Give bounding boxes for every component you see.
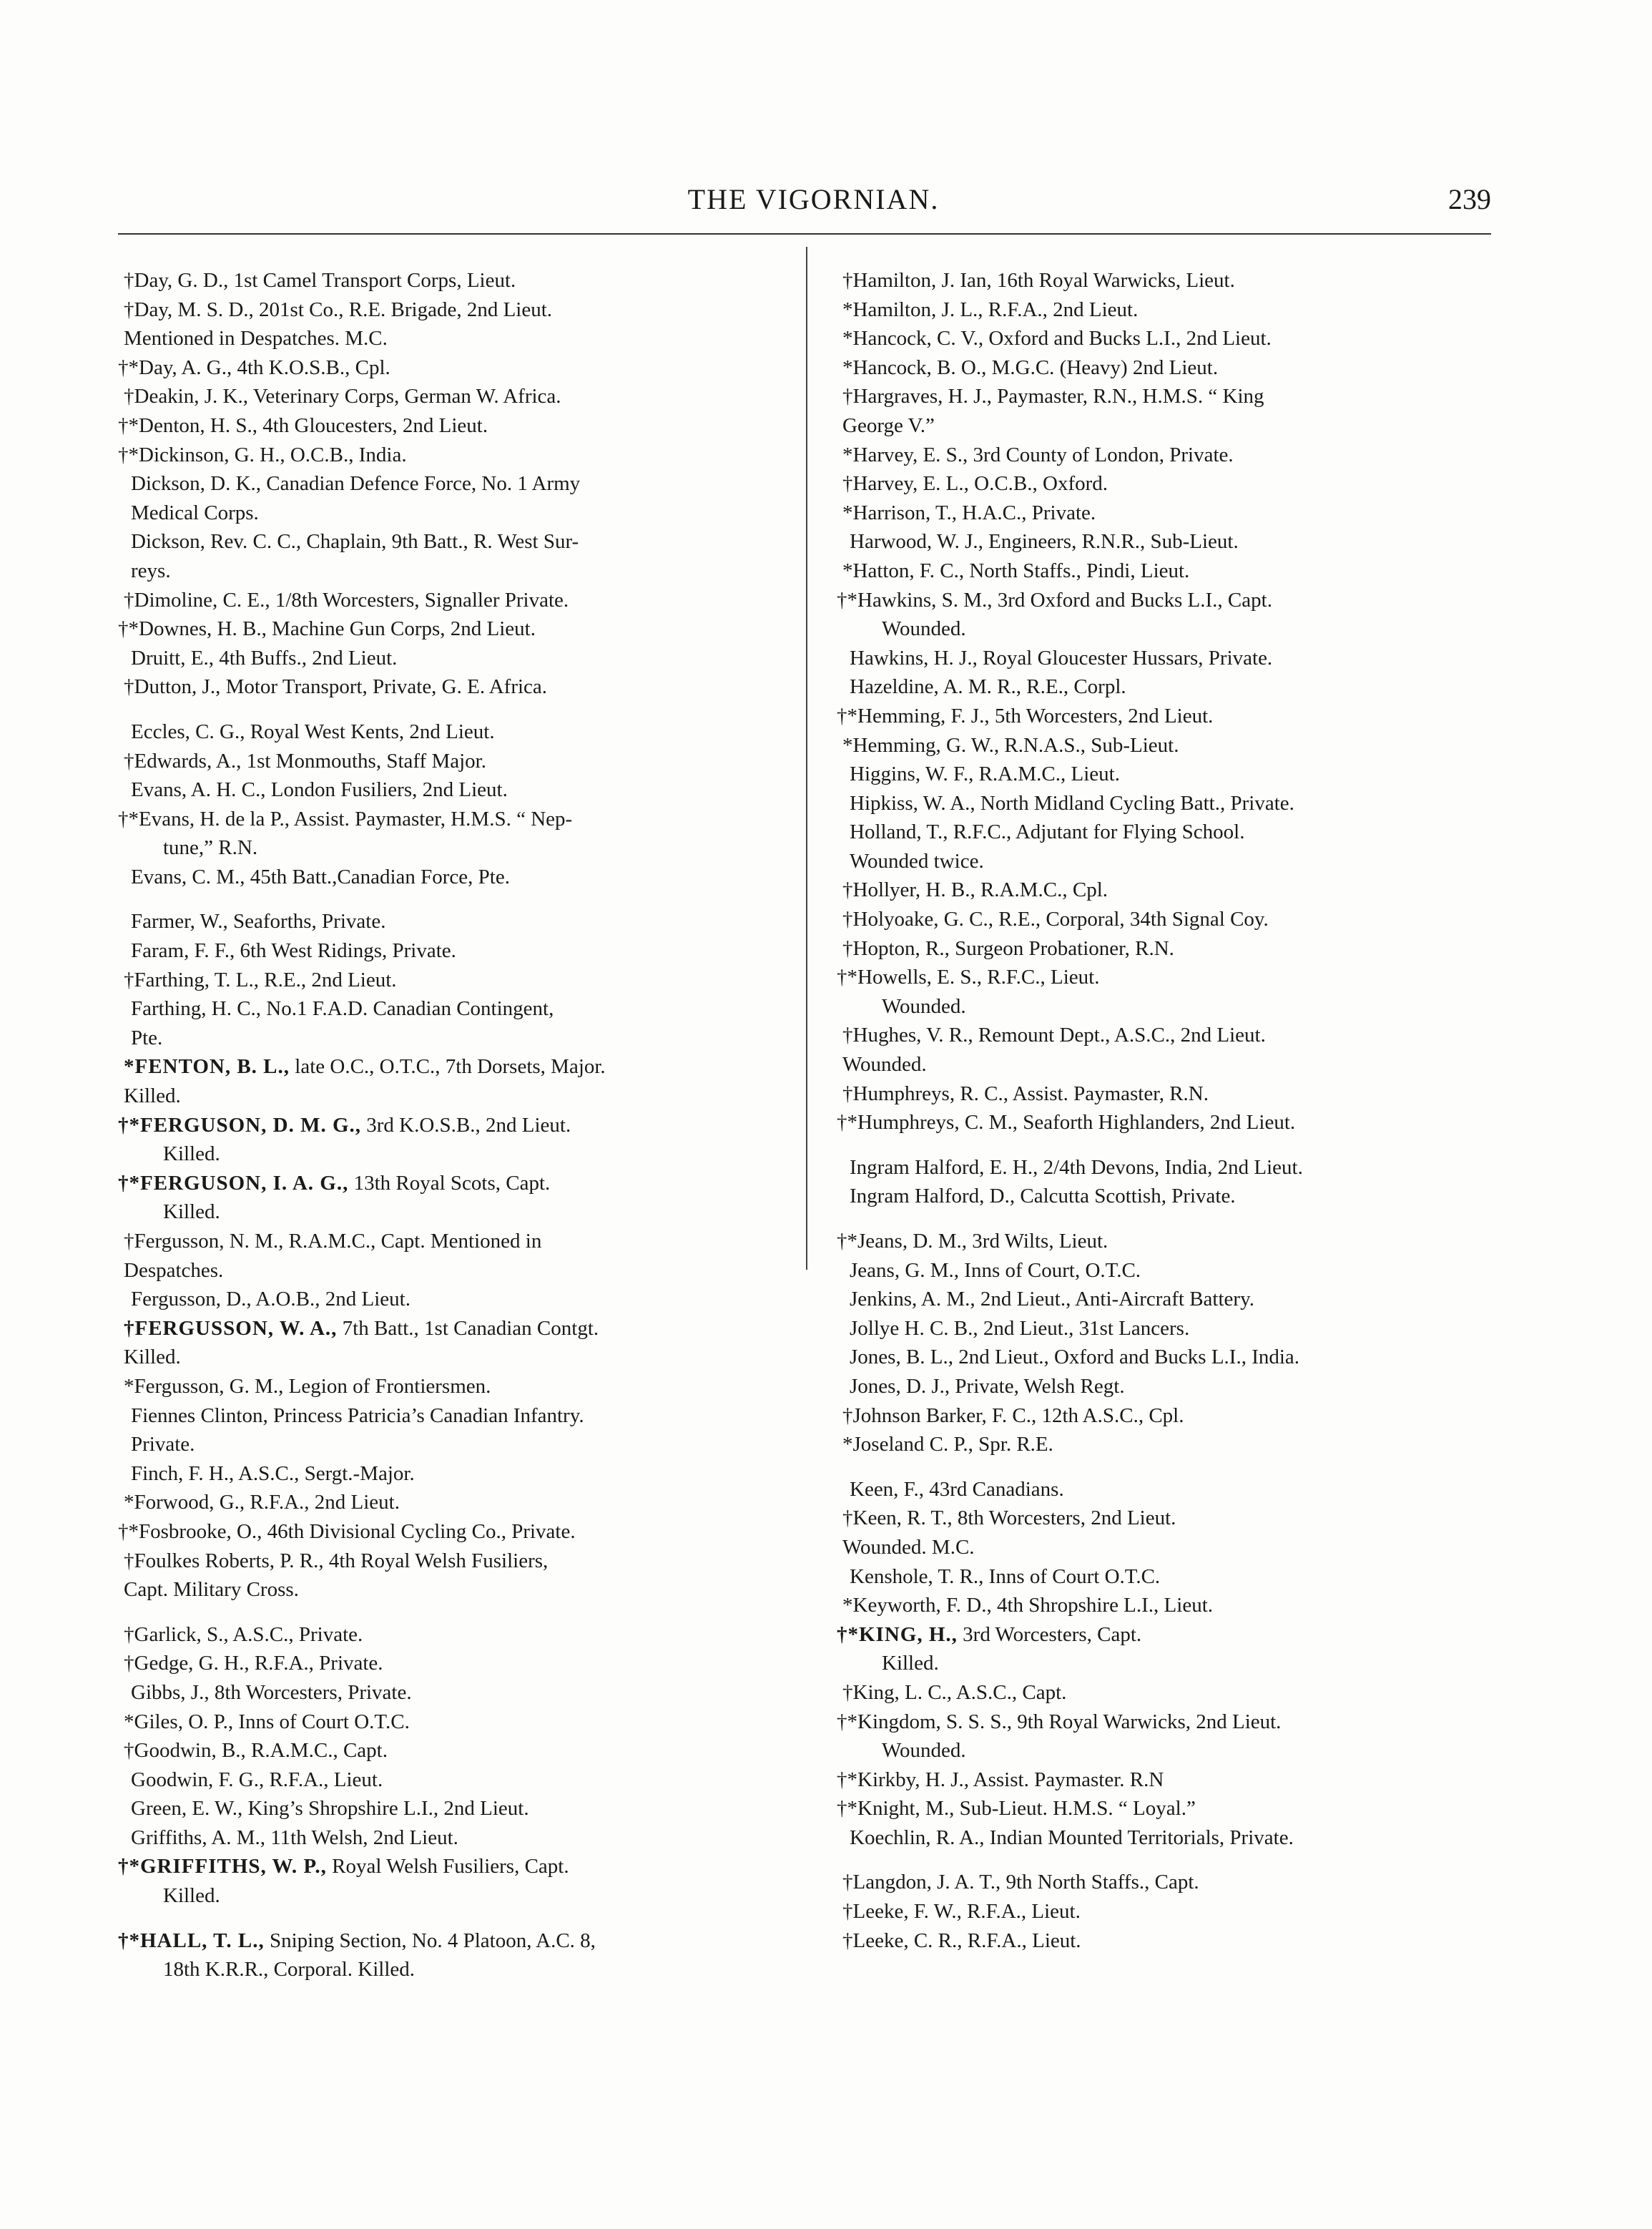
entry-continuation: Medical Corps. (131, 501, 259, 524)
roll-entry (837, 1314, 1495, 1343)
entry-line: Goodwin, F. G., R.F.A., Lieut. (131, 1768, 383, 1791)
entry-line: *Keyworth, F. D., 4th Shropshire L.I., Lieut. (842, 1594, 1214, 1617)
roll-entry (837, 1401, 1495, 1431)
roll-entry (837, 469, 1495, 499)
roll-entry (118, 1678, 776, 1708)
roll-entry (118, 1169, 776, 1227)
roll-entry (118, 936, 776, 966)
entry-line: †Leeke, F. W., R.F.A., Lieut. (842, 1900, 1081, 1924)
entry-continuation: Killed. (882, 1652, 939, 1675)
roll-entry (118, 805, 776, 863)
entry-line: Eccles, C. G., Royal West Kents, 2nd Lieut. (131, 720, 495, 743)
roll-entry (837, 818, 1495, 876)
entry-line: †Keen, R. T., 8th Worcesters, 2nd Lieut. (842, 1507, 1176, 1530)
roll-entry (118, 527, 776, 585)
roll-entry (837, 1926, 1495, 1956)
entry-line: †Dimoline, C. E., 1/8th Worcesters, Signaller Private. (124, 588, 569, 612)
entry-line: †Foulkes Roberts, P. R., 4th Royal Welsh Fusiliers, (124, 1549, 549, 1572)
roll-entry (118, 966, 776, 995)
entry-line: †*Hawkins, S. M., 3rd Oxford and Bucks L.I., Capt. (837, 588, 1272, 612)
entry-continuation: Capt. Military Cross. (124, 1578, 299, 1602)
roll-entry (118, 1285, 776, 1314)
entry-line: Higgins, W. F., R.A.M.C., Lieut. (850, 763, 1120, 786)
roll-entry (118, 411, 776, 441)
entry-line: †Deakin, J. K., Veterinary Corps, German W. Africa. (124, 385, 561, 408)
roll-entry (837, 905, 1495, 934)
roll-entry (118, 295, 776, 353)
entry-line: *FENTON, B. L., late O.C., O.T.C., 7th Dorsets, Major. (124, 1055, 606, 1079)
roll-entry (837, 1182, 1495, 1211)
roll-entry (837, 1256, 1495, 1285)
roll-entry (118, 1052, 776, 1110)
entry-line: Evans, C. M., 45th Batt.,Canadian Force, Pte. (131, 865, 510, 888)
section-gap (837, 1459, 1495, 1475)
entry-line: *Hamilton, J. L., R.F.A., 2nd Lieut. (842, 298, 1139, 321)
roll-entry (837, 731, 1495, 760)
entry-name-bold: †*KING, H., (837, 1622, 958, 1646)
roll-entry (118, 644, 776, 673)
roll-entry (118, 614, 776, 644)
entry-line: †Edwards, A., 1st Monmouths, Staff Major. (124, 749, 486, 773)
entry-line: *Hatton, F. C., North Staffs., Pindi, Lieut. (842, 559, 1190, 582)
entry-continuation: Private. (131, 1433, 195, 1456)
entry-continuation: Mentioned in Despatches. M.C. (124, 327, 388, 351)
roll-entry (837, 586, 1495, 644)
roll-entry (118, 1488, 776, 1517)
entry-continuation: Killed. (124, 1346, 181, 1369)
entry-line: †Hamilton, J. Ian, 16th Royal Warwicks, Lieut. (842, 269, 1235, 292)
section-gap (837, 1211, 1495, 1227)
section-gap (118, 891, 776, 907)
entry-continuation: Wounded twice. (850, 849, 984, 873)
roll-entry (118, 672, 776, 702)
roll-entry (118, 1401, 776, 1459)
entry-line: Druitt, E., 4th Buffs., 2nd Lieut. (131, 646, 398, 670)
entry-continuation: Wounded. (842, 1053, 927, 1077)
entry-line: Green, E. W., King’s Shropshire L.I., 2nd Lieut. (131, 1797, 529, 1821)
entry-line: Harwood, W. J., Engineers, R.N.R., Sub-Lieut. (850, 530, 1239, 554)
roll-entry (118, 1649, 776, 1678)
entry-line: †*FERGUSON, D. M. G., 3rd K.O.S.B., 2nd Lieut. (118, 1113, 571, 1137)
roll-entry (837, 499, 1495, 528)
entry-line: Hazeldine, A. M. R., R.E., Corpl. (850, 675, 1126, 699)
entry-continuation: George V.” (842, 413, 935, 437)
roll-entry (837, 441, 1495, 470)
entry-line: Griffiths, A. M., 11th Welsh, 2nd Lieut. (131, 1826, 458, 1849)
entry-line: †Johnson Barker, F. C., 12th A.S.C., Cpl. (842, 1403, 1184, 1427)
entry-line: Farthing, H. C., No.1 F.A.D. Canadian Contingent, (131, 997, 554, 1021)
entry-line: †*Howells, E. S., R.F.C., Lieut. (837, 966, 1100, 989)
roll-entry (837, 382, 1495, 440)
roll-entry (118, 775, 776, 805)
roll-entry (118, 1708, 776, 1737)
entry-line: Faram, F. F., 6th West Ridings, Private. (131, 939, 456, 963)
roll-entry (837, 1794, 1495, 1823)
entry-continuation: 18th K.R.R., Corporal. Killed. (163, 1958, 416, 1981)
entry-line: *Hemming, G. W., R.N.A.S., Sub-Lieut. (842, 733, 1179, 757)
roll-entry (837, 1504, 1495, 1562)
roll-entry (837, 1897, 1495, 1926)
entry-line: †Fergusson, N. M., R.A.M.C., Capt. Mentioned in (124, 1230, 542, 1253)
entry-continuation: Pte. (131, 1026, 163, 1049)
roll-entry (118, 1372, 776, 1401)
roll-entry (837, 1823, 1495, 1853)
entry-line: Fergusson, D., A.O.B., 2nd Lieut. (131, 1288, 410, 1311)
roll-entry (837, 963, 1495, 1021)
roll-entry (118, 1517, 776, 1547)
roll-entry (837, 1153, 1495, 1182)
entry-line: †Goodwin, B., R.A.M.C., Capt. (124, 1739, 388, 1763)
entry-line: Dickson, D. K., Canadian Defence Force, No. 1 Army (131, 472, 581, 496)
section-gap (118, 702, 776, 717)
entry-name-bold: †FERGUSSON, W. A., (124, 1316, 338, 1340)
journal-title: THE VIGORNIAN. (687, 183, 940, 215)
column-divider (806, 247, 807, 1270)
roll-entry (118, 747, 776, 776)
roll-entry (837, 1591, 1495, 1620)
roll-entry (118, 1926, 776, 1984)
roll-entry (837, 1708, 1495, 1765)
entry-line: †Gedge, G. H., R.F.A., Private. (124, 1652, 383, 1675)
roll-entry (118, 1794, 776, 1823)
roll-entry (837, 1372, 1495, 1401)
entry-line: Ingram Halford, E. H., 2/4th Devons, India, 2nd Lieut. (850, 1155, 1303, 1179)
roll-entry (118, 1314, 776, 1372)
entry-line: *Joseland C. P., Spr. R.E. (842, 1433, 1053, 1456)
entry-line: *Fergusson, G. M., Legion of Frontiersmen. (124, 1374, 491, 1398)
entry-line: †Holyoake, G. C., R.E., Corporal, 34th Signal Coy. (842, 908, 1269, 931)
entry-continuation: Killed. (163, 1142, 220, 1166)
entry-name-bold: †*GRIFFITHS, W. P., (118, 1855, 327, 1878)
roll-entry (118, 1736, 776, 1765)
entry-line: †Humphreys, R. C., Assist. Paymaster, R.N. (842, 1082, 1209, 1105)
roll-entry (837, 1343, 1495, 1372)
entry-line: *Harvey, E. S., 3rd County of London, Private. (842, 443, 1234, 466)
entry-line: †*Hemming, F. J., 5th Worcesters, 2nd Lieut. (837, 704, 1214, 728)
roll-entry (118, 382, 776, 411)
entry-line: *Hancock, B. O., M.G.C. (Heavy) 2nd Lieut. (842, 356, 1219, 379)
roll-entry (118, 907, 776, 936)
roll-entry (118, 586, 776, 615)
page-header (118, 182, 1509, 232)
section-gap (118, 1605, 776, 1620)
entry-line: †*HALL, T. L., Sniping Section, No. 4 Platoon, A.C. 8, (118, 1929, 596, 1952)
entry-line: Evans, A. H. C., London Fusiliers, 2nd Lieut. (131, 778, 508, 802)
entry-line: Jenkins, A. M., 2nd Lieut., Anti-Aircraft Battery. (850, 1288, 1254, 1311)
section-gap (837, 1852, 1495, 1868)
roll-entry (837, 702, 1495, 731)
entry-line: †*Kirkby, H. J., Assist. Paymaster. R.N (837, 1768, 1164, 1791)
entry-line: †King, L. C., A.S.C., Capt. (842, 1680, 1067, 1704)
entry-line: †*Fosbrooke, O., 46th Divisional Cycling Co., Private. (118, 1519, 576, 1543)
roll-entry (118, 266, 776, 295)
entry-line: †Hargraves, H. J., Paymaster, R.N., H.M.S. “ King (842, 385, 1264, 408)
entry-line: †FERGUSSON, W. A., 7th Batt., 1st Canadian Contgt. (124, 1316, 599, 1340)
entry-line: Finch, F. H., A.S.C., Sergt.-Major. (131, 1461, 415, 1485)
entry-name-bold: †*FERGUSON, D. M. G., (118, 1113, 361, 1137)
roll-entry (837, 1227, 1495, 1256)
entry-name-bold: *FENTON, B. L., (124, 1055, 290, 1079)
roll-entry (837, 1285, 1495, 1314)
entry-line: Jollye H. C. B., 2nd Lieut., 31st Lancers. (850, 1316, 1190, 1340)
roll-entry (118, 994, 776, 1052)
entry-line: †*Downes, H. B., Machine Gun Corps, 2nd Lieut. (118, 617, 536, 641)
roll-entry (837, 1678, 1495, 1708)
entry-line: Keen, F., 43rd Canadians. (850, 1477, 1064, 1501)
roll-entry (118, 469, 776, 527)
entry-line: †*Kingdom, S. S. S., 9th Royal Warwicks, 2nd Lieut. (837, 1710, 1282, 1733)
roll-entry (837, 324, 1495, 353)
entry-continuation: Wounded. (882, 994, 966, 1018)
entry-name-bold: †*FERGUSON, I. A. G., (118, 1171, 349, 1195)
left-column (118, 266, 776, 1984)
entry-line: †Hollyer, H. B., R.A.M.C., Cpl. (842, 878, 1108, 902)
entry-line: Gibbs, J., 8th Worcesters, Private. (131, 1680, 412, 1704)
entry-line: †*Denton, H. S., 4th Gloucesters, 2nd Lieut. (118, 413, 488, 437)
entry-continuation: Killed. (124, 1084, 181, 1108)
entry-line: †Garlick, S., A.S.C., Private. (124, 1622, 363, 1646)
entry-line: †Langdon, J. A. T., 9th North Staffs., Capt. (842, 1871, 1199, 1894)
roll-entry (118, 1765, 776, 1795)
entry-line: †*GRIFFITHS, W. P., Royal Welsh Fusiliers, Capt. (118, 1855, 569, 1878)
roll-entry (837, 266, 1495, 295)
roll-entry (118, 1620, 776, 1650)
entry-line: †*KING, H., 3rd Worcesters, Capt. (837, 1622, 1142, 1646)
entry-line: †Day, M. S. D., 201st Co., R.E. Brigade, 2nd Lieut. (124, 298, 553, 321)
entry-line: †Hopton, R., Surgeon Probationer, R.N. (842, 936, 1174, 960)
entry-line: †Harvey, E. L., O.C.B., Oxford. (842, 472, 1108, 496)
entry-line: †Farthing, T. L., R.E., 2nd Lieut. (124, 968, 397, 991)
entry-line: Kenshole, T. R., Inns of Court O.T.C. (850, 1564, 1161, 1588)
entry-line: †Day, G. D., 1st Camel Transport Corps, Lieut. (124, 269, 516, 292)
roll-entry (837, 353, 1495, 383)
roll-entry (837, 1021, 1495, 1079)
roll-entry (118, 717, 776, 747)
entry-line: †*Dickinson, G. H., O.C.B., India. (118, 443, 407, 466)
roll-entry (118, 441, 776, 470)
entry-line: Jones, B. L., 2nd Lieut., Oxford and Bucks L.I., India. (850, 1346, 1300, 1369)
entry-line: Ingram Halford, D., Calcutta Scottish, Private. (850, 1185, 1236, 1208)
roll-entry (118, 863, 776, 892)
roll-entry (837, 1868, 1495, 1897)
entry-continuation: Killed. (163, 1884, 220, 1908)
entry-line: †Leeke, C. R., R.F.A., Lieut. (842, 1929, 1081, 1952)
entry-line: †*Day, A. G., 4th K.O.S.B., Cpl. (118, 356, 390, 379)
entry-line: *Hancock, C. V., Oxford and Bucks L.I., 2nd Lieut. (842, 327, 1272, 351)
entry-continuation: Wounded. (882, 1739, 966, 1763)
roll-entry (837, 789, 1495, 818)
section-gap (837, 1137, 1495, 1153)
entry-line: Hawkins, H. J., Royal Gloucester Hussars, Private. (850, 646, 1273, 670)
roll-entry (118, 1823, 776, 1853)
roll-entry (837, 1430, 1495, 1459)
right-column (837, 266, 1495, 1955)
roll-entry (118, 1111, 776, 1169)
roll-entry (837, 934, 1495, 964)
roll-entry (837, 1079, 1495, 1109)
roll-entry (837, 527, 1495, 557)
entry-continuation: Wounded. (882, 617, 966, 641)
entry-line: †*Evans, H. de la P., Assist. Paymaster, H.M.S. “ Nep- (118, 807, 573, 831)
entry-line: Dickson, Rev. C. C., Chaplain, 9th Batt., R. West Sur- (131, 530, 579, 554)
roll-entry (837, 644, 1495, 673)
roll-entry (837, 876, 1495, 905)
entry-line: †*Jeans, D. M., 3rd Wilts, Lieut. (837, 1230, 1108, 1253)
entry-line: Jeans, G. M., Inns of Court, O.T.C. (850, 1258, 1141, 1282)
roll-entry (837, 1108, 1495, 1137)
roll-entry (837, 672, 1495, 702)
roll-entry (837, 557, 1495, 586)
entry-line: Jones, D. J., Private, Welsh Regt. (850, 1374, 1125, 1398)
entry-line: †*Knight, M., Sub-Lieut. H.M.S. “ Loyal.” (837, 1797, 1196, 1821)
page-number: 239 (1448, 183, 1491, 215)
entry-line: Farmer, W., Seaforths, Private. (131, 910, 386, 934)
entry-line: †Hughes, V. R., Remount Dept., A.S.C., 2nd Lieut. (842, 1024, 1266, 1047)
roll-entry (837, 1620, 1495, 1678)
entry-continuation: Despatches. (124, 1258, 224, 1282)
entry-line: †*FERGUSON, I. A. G., 13th Royal Scots, Capt. (118, 1171, 551, 1195)
roll-entry (118, 1852, 776, 1910)
entry-line: Holland, T., R.F.C., Adjutant for Flying School. (850, 820, 1245, 844)
entry-line: †Dutton, J., Motor Transport, Private, G. E. Africa. (124, 675, 548, 699)
roll-entry (118, 1459, 776, 1489)
entry-line: Hipkiss, W. A., North Midland Cycling Batt., Private. (850, 791, 1294, 815)
roll-entry (837, 1475, 1495, 1504)
entry-line: †*Humphreys, C. M., Seaforth Highlanders, 2nd Lieut. (837, 1111, 1296, 1135)
entry-continuation: Killed. (163, 1200, 220, 1224)
entry-continuation: Wounded. M.C. (842, 1535, 975, 1559)
entry-line: *Harrison, T., H.A.C., Private. (842, 501, 1096, 524)
entry-continuation: tune,” R.N. (163, 836, 258, 860)
entry-line: *Forwood, G., R.F.A., 2nd Lieut. (124, 1491, 400, 1514)
entry-continuation: reys. (131, 559, 171, 582)
roll-entry (118, 1547, 776, 1605)
header-rule (118, 233, 1491, 235)
entry-line: *Giles, O. P., Inns of Court O.T.C. (124, 1710, 410, 1733)
roll-entry (837, 1765, 1495, 1795)
roll-entry (837, 1562, 1495, 1592)
section-gap (118, 1911, 776, 1926)
roll-entry (837, 760, 1495, 789)
roll-entry (118, 353, 776, 383)
roll-entry (118, 1227, 776, 1285)
entry-name-bold: †*HALL, T. L., (118, 1929, 265, 1952)
roll-entry (837, 295, 1495, 325)
entry-line: Koechlin, R. A., Indian Mounted Territorials, Private. (850, 1826, 1294, 1849)
entry-line: Fiennes Clinton, Princess Patricia’s Canadian Infantry. (131, 1403, 584, 1427)
